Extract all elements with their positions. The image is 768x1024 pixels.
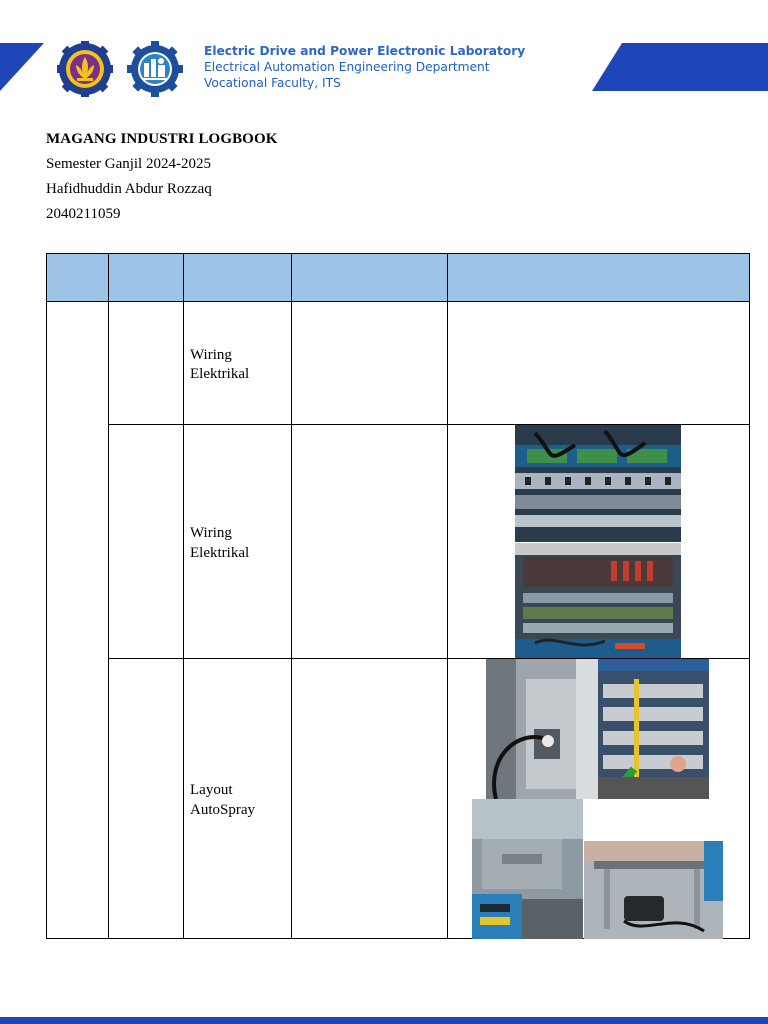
lab-name: Electric Drive and Power Electronic Laboratory	[204, 44, 526, 58]
semester-label: Semester Ganjil 2024-2025	[46, 156, 211, 172]
activity-cell: Wiring Elektrikal	[184, 302, 292, 425]
activity-cell: Wiring Elektrikal	[184, 425, 292, 659]
day-cell	[109, 659, 184, 939]
documentation-cell	[448, 425, 750, 659]
logbook-table	[46, 253, 750, 939]
description-cell	[292, 302, 448, 425]
footer-bar	[0, 1017, 768, 1024]
header-cell	[292, 254, 448, 302]
control-cabinet-photo	[515, 543, 681, 658]
table-row	[47, 425, 750, 659]
wiring-panel-photo	[515, 425, 681, 542]
table-row	[47, 302, 750, 425]
its-logo	[57, 41, 113, 97]
documentation-cell	[448, 659, 750, 939]
faculty-name: Vocational Faculty, ITS	[204, 76, 341, 90]
header-cell	[47, 254, 109, 302]
header-accent-right	[592, 43, 768, 91]
day-cell	[109, 425, 184, 659]
header-cell	[448, 254, 750, 302]
machine-cable-photo	[486, 659, 598, 799]
department-name: Electrical Automation Engineering Department	[204, 60, 490, 74]
table-row	[47, 659, 750, 939]
lab-header-text	[204, 43, 525, 91]
tape-measure-photo	[598, 659, 709, 799]
day-cell	[109, 302, 184, 425]
header-cell	[109, 254, 184, 302]
document-title: MAGANG INDUSTRI LOGBOOK	[46, 131, 278, 147]
motor-frame-photo	[584, 841, 723, 939]
documentation-cell	[448, 302, 750, 425]
activity-cell: Layout AutoSpray	[184, 659, 292, 939]
header-accent-left	[0, 43, 44, 91]
student-id: 2040211059	[46, 206, 121, 222]
document-header	[46, 127, 278, 227]
date-cell	[47, 302, 109, 939]
eae-gear-logo	[127, 41, 183, 97]
student-name: Hafidhuddin Abdur Rozzaq	[46, 181, 212, 197]
header-cell	[184, 254, 292, 302]
spray-machine-photo	[472, 799, 583, 939]
table-header-row	[47, 254, 750, 302]
description-cell	[292, 659, 448, 939]
description-cell	[292, 425, 448, 659]
